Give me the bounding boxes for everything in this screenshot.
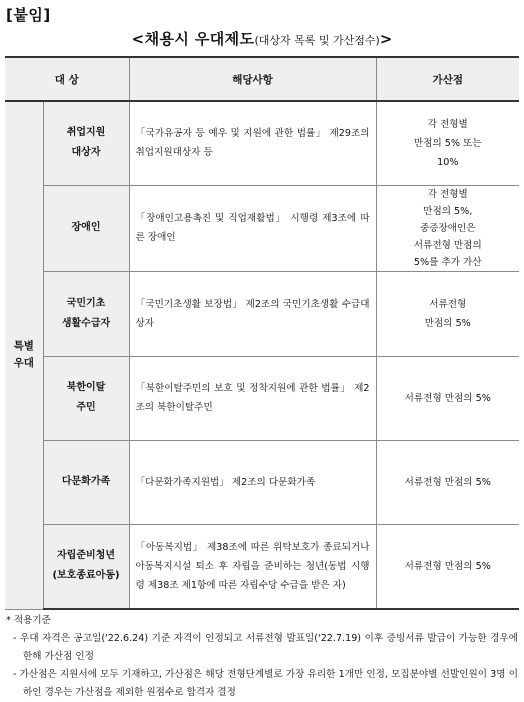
attachment-tag: [붙임] xyxy=(6,6,51,24)
notes-item: - 가산점은 지원서에 모두 기재하고, 가산점은 해당 전형단계별로 가장 유리한 1개만 인정, 모집분야별 선발인원이 3명 이하인 경우는 가산점을 제외한 원점수로 합격자 결정 xyxy=(13,669,518,698)
target-cell xyxy=(43,271,129,356)
document-title xyxy=(0,28,524,49)
score-text: 만점의 5% xyxy=(424,317,471,329)
target-label: 다문화가족 xyxy=(61,476,111,487)
score-text: 5%를 추가 가산 xyxy=(413,256,482,268)
table-row xyxy=(5,440,519,524)
group-cell xyxy=(5,101,43,609)
title-main: <채용시 우대제도 xyxy=(131,30,255,48)
score-cell xyxy=(376,101,519,185)
target-cell xyxy=(43,185,129,271)
title-sub: (대상자 목록 및 가산점수) xyxy=(254,34,380,47)
score-cell xyxy=(376,440,519,524)
description-cell: 「국민기초생활 보장법」 제2조의 국민기초생활 수급대상자 xyxy=(129,271,376,356)
table-header-row xyxy=(5,57,519,101)
score-text: 서류전형 만점의 5% xyxy=(404,476,491,488)
preference-table xyxy=(5,56,519,610)
target-cell xyxy=(43,356,129,440)
header-target: 대 상 xyxy=(5,57,129,101)
target-label: 대상자 xyxy=(71,147,101,159)
table-row xyxy=(5,524,519,609)
score-text: 서류전형 xyxy=(429,298,467,310)
target-label: 주민 xyxy=(76,402,96,413)
target-cell xyxy=(43,524,129,609)
table-row xyxy=(5,101,519,185)
score-text: 만점의 5% 또는 xyxy=(413,137,482,149)
target-cell xyxy=(43,101,129,185)
score-text: 서류전형 만점의 5% xyxy=(404,560,491,572)
header-score: 가산점 xyxy=(376,57,519,101)
title-end: > xyxy=(379,30,393,48)
target-label: 생활수급자 xyxy=(61,317,111,329)
target-label: 북한이탈 xyxy=(66,382,106,393)
notes-section xyxy=(6,612,518,702)
table-row xyxy=(5,185,519,271)
target-label: 장애인 xyxy=(71,222,101,233)
description-cell: 「다문화가족지원법」 제2조의 다문화가족 xyxy=(129,440,376,524)
table-row xyxy=(5,271,519,356)
target-label: 취업지원 xyxy=(66,127,106,139)
score-text: 서류전형 만점의 xyxy=(413,239,482,251)
target-label: 자립준비청년 xyxy=(57,550,115,562)
target-label: 국민기초 xyxy=(66,297,106,309)
notes-item: - 우대 자격은 공고일('22.6.24) 기준 자격이 인정되고 서류전형 발표일('22.7.19) 이후 증빙서류 발급이 가능한 경우에 한해 가산점 인정 xyxy=(13,633,518,662)
description-cell: 「장애인고용촉진 및 직업재활법」 시행령 제3조에 따른 장애인 xyxy=(129,185,376,271)
score-text: 만점의 5%, xyxy=(423,205,473,217)
group-label-line2: 우대 xyxy=(13,357,34,370)
notes-heading: * 적용기준 xyxy=(6,615,51,626)
description-cell: 「북한이탈주민의 보호 및 정착지원에 관한 법률」 제2조의 북한이탈주민 xyxy=(129,356,376,440)
table-row xyxy=(5,356,519,440)
score-text: 각 전형별 xyxy=(427,188,468,200)
header-description: 해당사항 xyxy=(129,57,376,101)
score-cell xyxy=(376,524,519,609)
group-label-line1: 특별 xyxy=(13,340,34,353)
description-cell: 「아동복지법」 제38조에 따른 위탁보호가 종료되거나 아동복지시설 퇴소 후 자립을 준비하는 청년(동법 시행령 제38조 제1항에 따른 자립수당 수급을 받은 자) xyxy=(129,524,376,609)
score-cell xyxy=(376,356,519,440)
score-cell xyxy=(376,185,519,271)
score-text: 서류전형 만점의 5% xyxy=(404,392,491,404)
score-text: 중증장애인은 xyxy=(419,222,476,234)
description-cell: 「국가유공자 등 예우 및 지원에 관한 법률」 제29조의 취업지원대상자 등 xyxy=(129,101,376,185)
score-cell xyxy=(376,271,519,356)
target-label: (보호종료아동) xyxy=(52,570,120,582)
score-text: 10% xyxy=(437,156,459,168)
target-cell xyxy=(43,440,129,524)
score-text: 각 전형별 xyxy=(427,118,468,130)
